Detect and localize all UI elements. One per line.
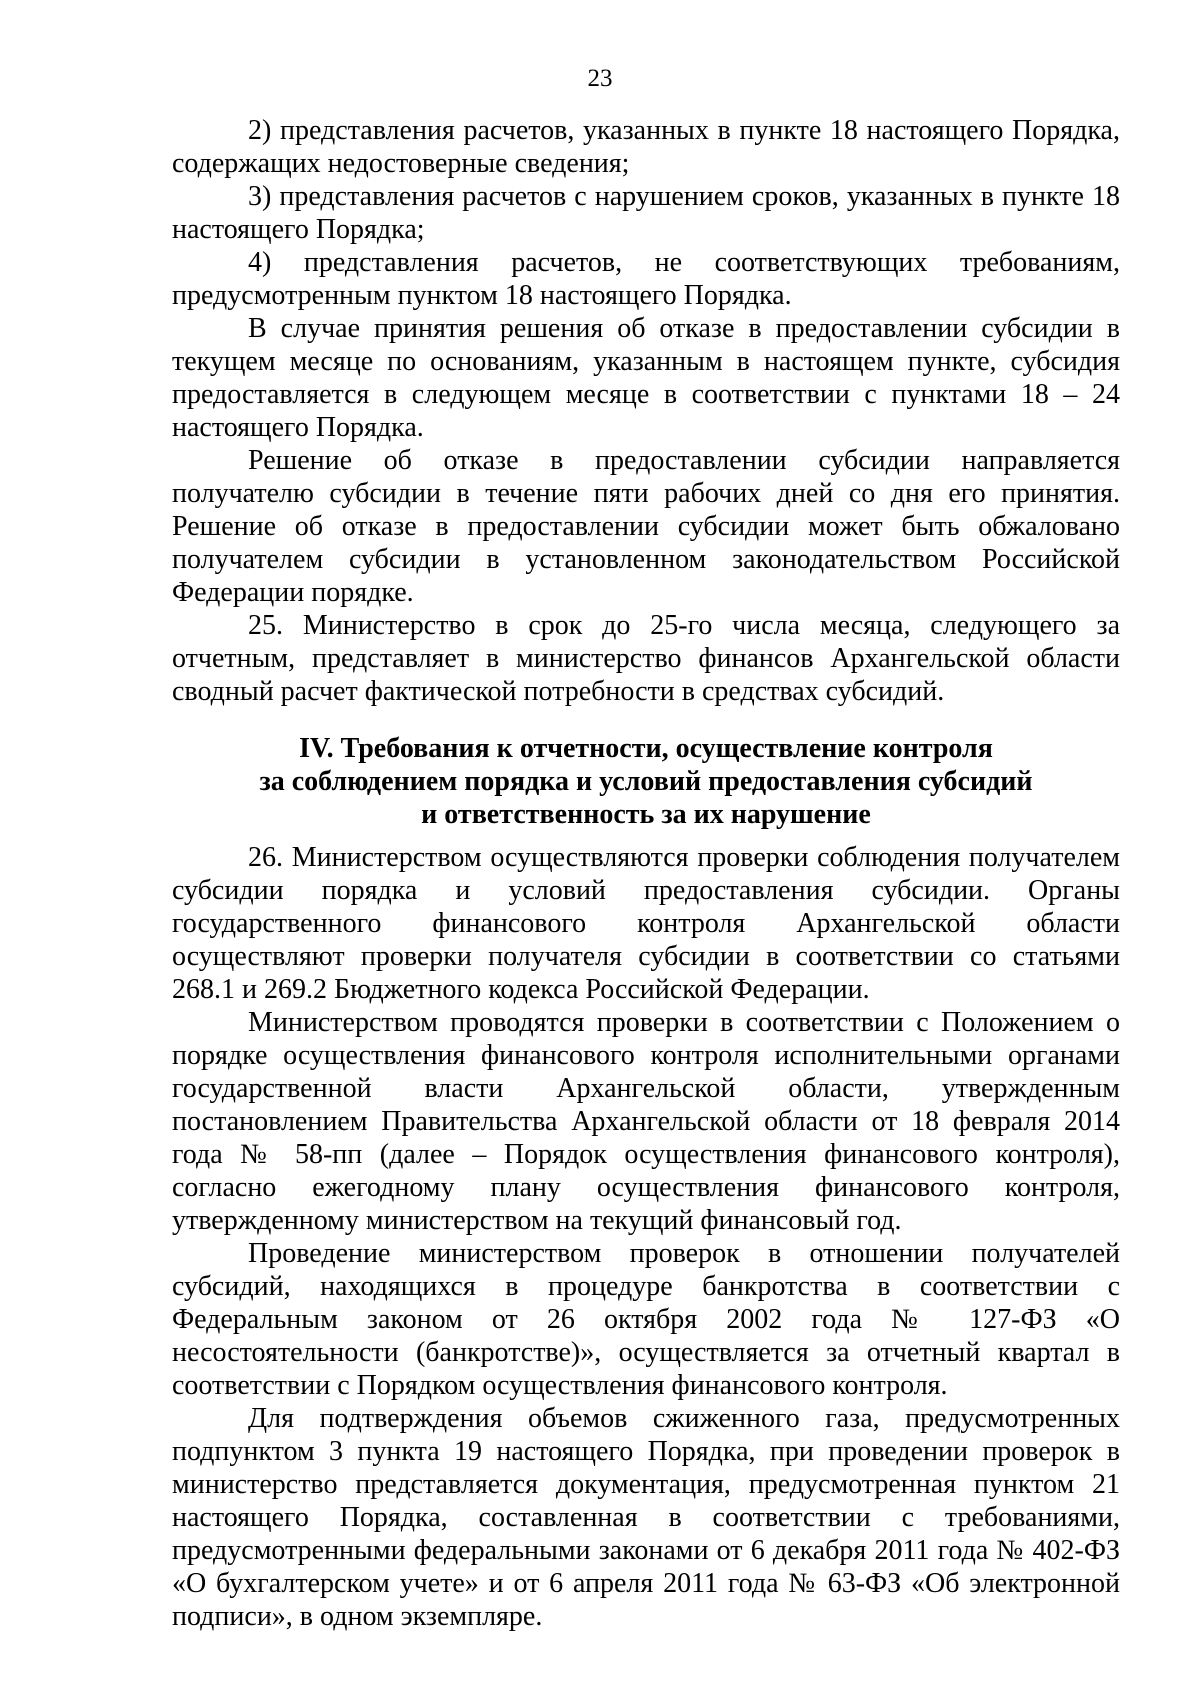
paragraph-item-4: 4) представления расчетов, не соответствующих требованиям, предусмотренным пунктом 18 настоящего Порядка. <box>172 247 1120 311</box>
section-heading <box>172 732 1120 831</box>
paragraph-gas-volume-confirmation: Для подтверждения объемов сжиженного газа, предусмотренных подпунктом 3 пункта 19 настоящего Порядка, при проведении проверок в министерство представляется документация, предусмотренная пунктом 21 настоящего Порядка, составленная в соответствии с требованиями, предусмотренными федеральными законами от 6 декабря 2011 года № 402-ФЗ «О бухгалтерском учете» и от 6 апреля 2011 года № 63-ФЗ «Об электронной подписи», в одном экземпляре. <box>172 1403 1120 1632</box>
section-heading-line: и ответственность за их нарушение <box>421 799 871 830</box>
paragraph-item-3: 3) представления расчетов с нарушением сроков, указанных в пункте 18 настоящего Порядка; <box>172 181 1120 245</box>
paragraph-refusal-case: В случае принятия решения об отказе в предоставлении субсидии в текущем месяце по основаниям, указанным в настоящем пункте, субсидия предоставляется в следующем месяце в соответствии с пунктами 18 – 24 настоящего Порядка. <box>172 313 1120 443</box>
paragraph-bankruptcy-inspections: Проведение министерством проверок в отношении получателей субсидий, находящихся в процедуре банкротства в соответствии с Федеральным законом от 26 октября 2002 года № 127-ФЗ «О несостоятельности (банкротстве)», осуществляется за отчетный квартал в соответствии с Порядком осуществления финансового контроля. <box>172 1238 1120 1401</box>
paragraph-clause-25: 25. Министерство в срок до 25-го числа месяца, следующего за отчетным, представляет в министерство финансов Архангельской области сводный расчет фактической потребности в средствах субсидий. <box>172 610 1120 707</box>
paragraph-refusal-notice: Решение об отказе в предоставлении субсидии направляется получателю субсидии в течение пяти рабочих дней со дня его принятия. Решение об отказе в предоставлении субсидии может быть обжаловано получателем субсидии в установленном законодательством Российской Федерации порядке. <box>172 445 1120 608</box>
page-number: 23 <box>587 65 613 92</box>
section-heading-line: за соблюдением порядка и условий предоставления субсидий <box>259 766 1033 797</box>
paragraph-item-2: 2) представления расчетов, указанных в пункте 18 настоящего Порядка, содержащих недостоверные сведения; <box>172 115 1120 179</box>
paragraph-inspection-regulation: Министерством проводятся проверки в соответствии с Положением о порядке осуществления финансового контроля исполнительными органами государственной власти Архангельской области, утвержденным постановлением Правительства Архангельской области от 18 февраля 2014 года № 58-пп (далее – Порядок осуществления финансового контроля), согласно ежегодному плану осуществления финансового контроля, утвержденному министерством на текущий финансовый год. <box>172 1007 1120 1236</box>
paragraph-clause-26: 26. Министерством осуществляются проверки соблюдения получателем субсидии порядка и условий предоставления субсидии. Органы государственного финансового контроля Архангельской области осуществляют проверки получателя субсидии в соответствии со статьями 268.1 и 269.2 Бюджетного кодекса Российской Федерации. <box>172 842 1120 1005</box>
section-heading-line: IV. Требования к отчетности, осуществление контроля <box>299 733 993 764</box>
document-body <box>172 114 1120 1633</box>
